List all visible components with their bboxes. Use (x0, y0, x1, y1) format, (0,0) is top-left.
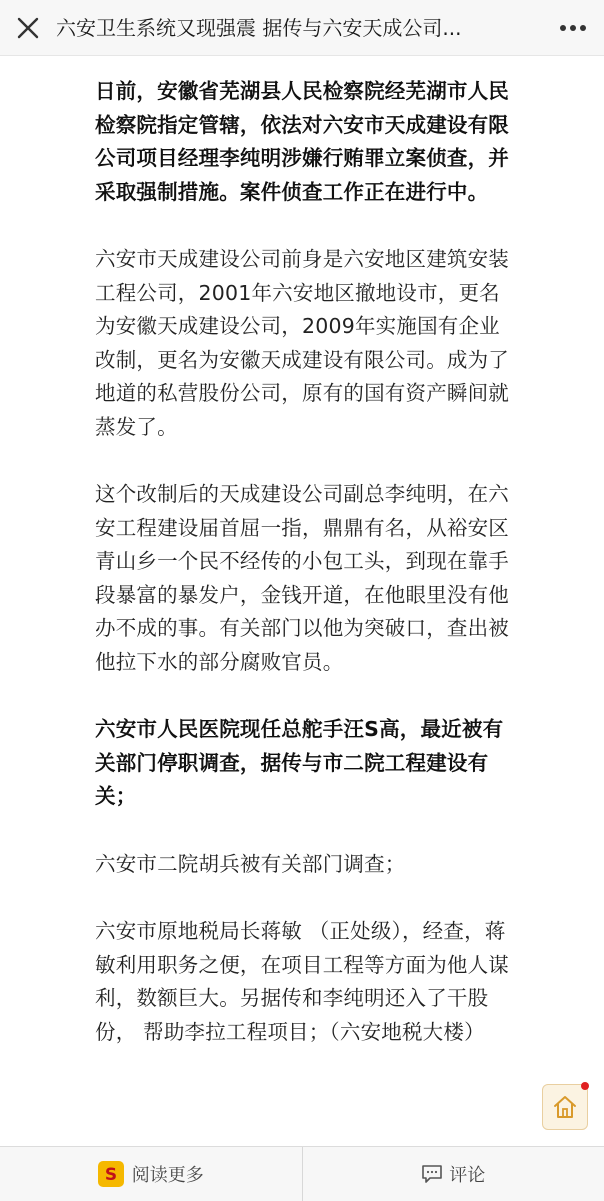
comment-button[interactable] (303, 1147, 604, 1201)
read-more-label: 阅读更多 (131, 1165, 204, 1186)
svg-text:S: S (104, 1165, 117, 1185)
more-dots-icon (556, 14, 590, 42)
article-paragraph: 六安市人民医院现任总舵手汪S高，最近被有关部门停职调查，据传与市二院工程建设有关； (95, 717, 504, 808)
article-body (95, 75, 513, 1083)
article-paragraph: 六安市原地税局长蒋敏 （正处级），经查，蒋敏利用职务之便，在项目工程等方面为他人谋利，数额巨大。另据传和李纯明还入了干股份， 帮助李拉工程项目；（六安地税大楼） (95, 919, 509, 1044)
article-paragraph: 六安市二院胡兵被有关部门调查； (95, 851, 406, 876)
comment-label: 评论 (449, 1165, 486, 1186)
notification-dot (581, 1082, 589, 1090)
top-bar (0, 0, 604, 56)
read-more-button[interactable] (0, 1147, 302, 1201)
article-paragraph: 日前，安徽省芜湖县人民检察院经芜湖市人民检察院指定管辖，依法对六安市天成建设有限公司项目经理李纯明涉嫌行贿罪立案侦查，并采取强制措施。案件侦查工作正在进行中。 (95, 79, 509, 204)
page-title: 六安卫生系统又现强震 据传与六安天成公司... (56, 16, 462, 40)
comment-icon (421, 1164, 443, 1184)
read-more-logo-icon (98, 1161, 124, 1187)
more-button[interactable] (556, 14, 590, 42)
home-button[interactable] (542, 1084, 588, 1130)
close-button[interactable] (14, 14, 42, 42)
close-icon (14, 14, 42, 42)
home-icon (552, 1094, 578, 1120)
bottom-bar (0, 1146, 604, 1201)
article-paragraph: 这个改制后的天成建设公司副总李纯明，在六安工程建设届首屈一指，鼎鼎有名，从裕安区青山乡一个民不经传的小包工头，到现在靠手段暴富的暴发户，金钱开道，在他眼里没有他办不成的事。有关部门以他为突破口，查出被他拉下水的部分腐败官员。 (95, 482, 509, 674)
article-paragraph: 六安市天成建设公司前身是六安地区建筑安装工程公司，2001年六安地区撤地设市，更名为安徽天成建设公司，2009年实施国有企业改制，更名为安徽天成建设有限公司。成为了地道的私营股份公司，原有的国有资产瞬间就蒸发了。 (95, 247, 509, 439)
